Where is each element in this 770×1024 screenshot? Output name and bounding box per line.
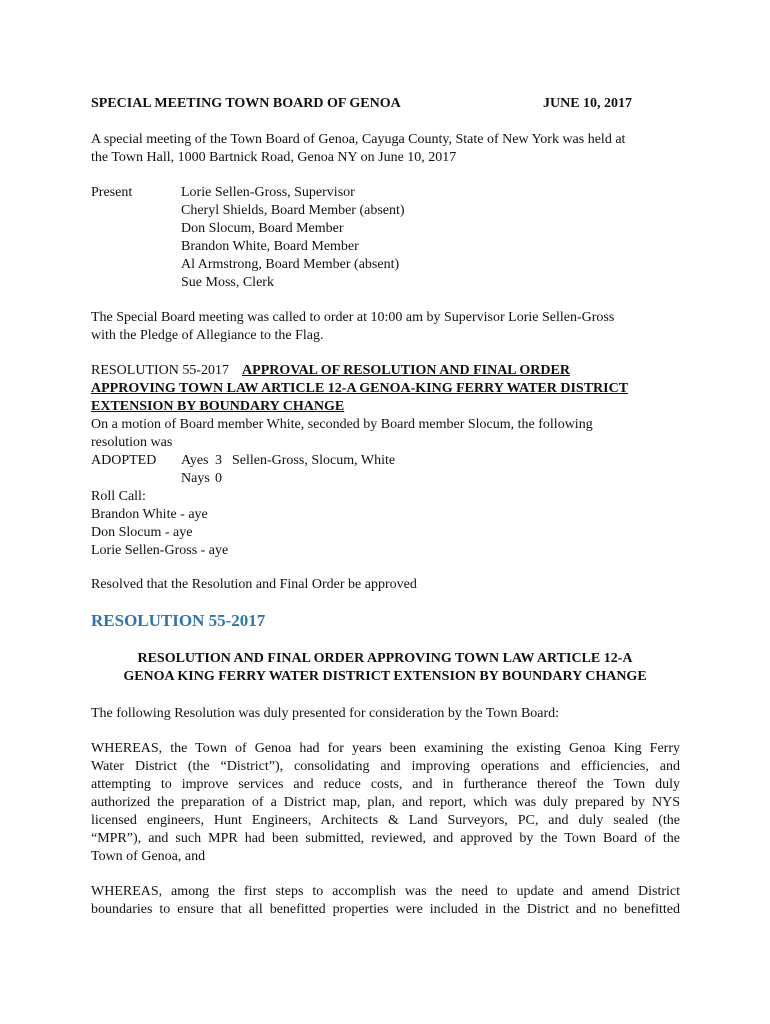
present-label: Present <box>91 185 133 200</box>
nays-count: 0 <box>215 471 222 486</box>
ayes-names: Sellen-Gross, Slocum, White <box>232 453 396 468</box>
resolved-statement: Resolved that the Resolution and Final Order be approved <box>91 577 417 592</box>
paragraph-line: “MPR”), and such MPR had been submitted, reviewed, and approved by the Town Board of the <box>91 831 680 846</box>
roll-call-label: Roll Call: <box>91 489 146 504</box>
nays-label: Nays <box>181 471 210 486</box>
paragraph-line: boundaries to ensure that all benefitted properties were included in the District and no benefitted <box>91 902 680 917</box>
attendee: Sue Moss, Clerk <box>181 275 274 290</box>
motion-line: resolution was <box>91 435 173 450</box>
subheading-line: RESOLUTION AND FINAL ORDER APPROVING TOWN LAW ARTICLE 12-A <box>137 651 633 666</box>
intro-paragraph <box>91 131 625 167</box>
document-title: SPECIAL MEETING TOWN BOARD OF GENOA <box>91 96 401 111</box>
presented-line: The following Resolution was duly presented for consideration by the Town Board: <box>91 706 560 721</box>
resolution-title-line <box>91 362 691 380</box>
vote-result: ADOPTED <box>91 453 157 468</box>
attendance-block <box>91 184 405 292</box>
attendee: Brandon White, Board Member <box>181 239 359 254</box>
paragraph-line: Water District (the “District”), consolidating and improving operations and efficiencies, and <box>91 759 680 774</box>
resolution-title: EXTENSION BY BOUNDARY CHANGE <box>91 399 345 414</box>
paragraph-line: licensed engineers, Hunt Engineers, Architects & Land Surveyors, PC, and duly sealed (the <box>91 813 680 828</box>
roll-call-entry: Lorie Sellen-Gross - aye <box>91 543 229 558</box>
paragraph-line: attempting to improve services and reduce costs, and in furtherance thereof the Town duly <box>91 777 680 792</box>
section-heading: RESOLUTION 55-2017 <box>91 611 266 630</box>
resolution-title: APPROVING TOWN LAW ARTICLE 12-A GENOA-KING FERRY WATER DISTRICT <box>91 381 629 396</box>
resolution-title: APPROVAL OF RESOLUTION AND FINAL ORDER <box>242 363 570 378</box>
resolution-number: RESOLUTION 55-2017 <box>91 363 230 378</box>
motion-line: On a motion of Board member White, seconded by Board member Slocum, the following <box>91 417 593 432</box>
vote-row-nays <box>91 470 691 488</box>
roll-call-entry: Don Slocum - aye <box>91 525 193 540</box>
vote-row-ayes <box>91 452 691 470</box>
attendee: Cheryl Shields, Board Member (absent) <box>181 203 405 218</box>
resolution-block <box>91 362 691 594</box>
attendee: Don Slocum, Board Member <box>181 221 344 236</box>
ayes-label: Ayes <box>181 453 209 468</box>
paragraph-line: Town of Genoa, and <box>91 849 206 864</box>
roll-call-entry: Brandon White - aye <box>91 507 208 522</box>
call-to-order-paragraph <box>91 309 614 345</box>
paragraph-line: with the Pledge of Allegiance to the Flag. <box>91 328 324 343</box>
attendee: Lorie Sellen-Gross, Supervisor <box>181 185 355 200</box>
paragraph-line: WHEREAS, the Town of Genoa had for years been examining the existing Genoa King Ferry <box>91 741 680 756</box>
whereas-paragraph-2 <box>91 883 680 919</box>
ayes-count: 3 <box>215 453 222 468</box>
paragraph-line: authorized the preparation of a District map, plan, and report, which was duly prepared by NYS <box>91 795 680 810</box>
intro-line: A special meeting of the Town Board of Genoa, Cayuga County, State of New York was held at <box>91 132 626 147</box>
whereas-paragraph-1 <box>91 740 680 866</box>
paragraph-line: The Special Board meeting was called to order at 10:00 am by Supervisor Lorie Sellen-Gross <box>91 310 615 325</box>
section-subheading <box>60 650 710 686</box>
paragraph-line: WHEREAS, among the first steps to accomplish was the need to update and amend District <box>91 884 680 899</box>
intro-line: the Town Hall, 1000 Bartnick Road, Genoa NY on June 10, 2017 <box>91 150 457 165</box>
attendee: Al Armstrong, Board Member (absent) <box>181 257 400 272</box>
subheading-line: GENOA KING FERRY WATER DISTRICT EXTENSION BY BOUNDARY CHANGE <box>123 669 647 684</box>
attendance-list <box>181 184 405 292</box>
document-date: JUNE 10, 2017 <box>543 96 633 111</box>
